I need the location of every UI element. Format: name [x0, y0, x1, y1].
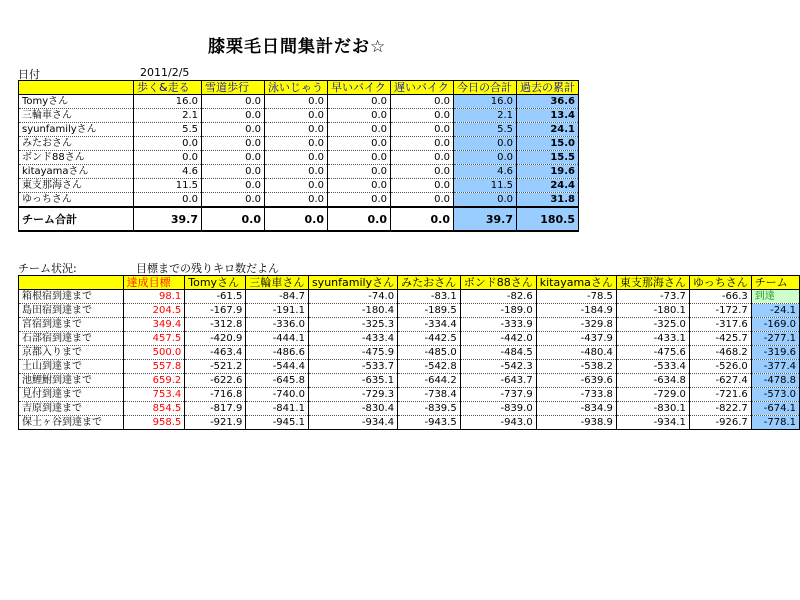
remaining-cell: -938.9 [536, 416, 616, 430]
value-cell: 0.0 [391, 109, 454, 123]
value-cell: 0.0 [265, 109, 328, 123]
remaining-cell: -639.6 [536, 374, 616, 388]
value-cell: 0.0 [202, 179, 265, 193]
remaining-cell: -442.0 [460, 332, 536, 346]
remaining-cell: -521.2 [185, 360, 246, 374]
value-cell: 0.0 [328, 151, 391, 165]
remaining-cell: -329.8 [536, 318, 616, 332]
team-remaining: -377.4 [751, 360, 799, 374]
team-total-label: チーム合計 [19, 207, 134, 231]
checkpoint-name: 宮宿到達まで [19, 318, 124, 332]
remaining-cell: -627.4 [689, 374, 751, 388]
table-row [19, 402, 800, 416]
table-row [19, 123, 579, 137]
value-cell: 0.0 [391, 179, 454, 193]
remaining-cell: -425.7 [689, 332, 751, 346]
value-cell: 0.0 [328, 95, 391, 109]
table-row [19, 332, 800, 346]
checkpoint-name: 京都入りまで [19, 346, 124, 360]
remaining-cell: -643.7 [460, 374, 536, 388]
value-cell: 0.0 [265, 151, 328, 165]
target-distance: 98.1 [123, 290, 185, 304]
checkpoint-name: 石部宿到達まで [19, 332, 124, 346]
value-cell: 0.0 [328, 165, 391, 179]
value-cell: 19.6 [517, 165, 579, 179]
value-cell: 0.0 [391, 165, 454, 179]
header-cell: 雪道歩行 [202, 81, 265, 95]
team-remaining: 到達 [751, 290, 799, 304]
value-cell: 0.0 [328, 109, 391, 123]
team-remaining: -778.1 [751, 416, 799, 430]
remaining-cell: -73.7 [616, 290, 689, 304]
value-cell: 2.1 [454, 109, 517, 123]
value-cell: 0.0 [202, 193, 265, 208]
header-cell: 達成目標 [123, 276, 185, 290]
team-remaining: -24.1 [751, 304, 799, 318]
header-cell [19, 81, 134, 95]
value-cell: 0.0 [265, 137, 328, 151]
member-name: Tomyさん [19, 95, 134, 109]
header-cell: 過去の累計 [517, 81, 579, 95]
remaining-cell: -84.7 [246, 290, 309, 304]
remaining-cell: -420.9 [185, 332, 246, 346]
remaining-cell: -485.0 [398, 346, 461, 360]
remaining-cell: -934.4 [308, 416, 397, 430]
remaining-cell: -475.9 [308, 346, 397, 360]
remaining-cell: -66.3 [689, 290, 751, 304]
target-distance: 349.4 [123, 318, 185, 332]
total-cell: 0.0 [391, 207, 454, 231]
checkpoint-name: 見付到達まで [19, 388, 124, 402]
total-cell: 39.7 [134, 207, 202, 231]
header-cell: ゆっちさん [689, 276, 751, 290]
value-cell: 0.0 [454, 193, 517, 208]
remaining-cell: -839.0 [460, 402, 536, 416]
checkpoint-name: 土山到達まで [19, 360, 124, 374]
remaining-cell: -180.4 [308, 304, 397, 318]
value-cell: 11.5 [454, 179, 517, 193]
header-cell: チーム [751, 276, 799, 290]
remaining-cell: -484.5 [460, 346, 536, 360]
table-header-row [19, 276, 800, 290]
remaining-cell: -325.0 [616, 318, 689, 332]
remaining-cell: -172.7 [689, 304, 751, 318]
total-cell: 39.7 [454, 207, 517, 231]
team-remaining: -478.8 [751, 374, 799, 388]
member-name: ボンド88さん [19, 151, 134, 165]
value-cell: 0.0 [202, 151, 265, 165]
team-status-label: チーム状況: [18, 262, 77, 275]
remaining-cell: -721.6 [689, 388, 751, 402]
value-cell: 0.0 [328, 179, 391, 193]
table-row [19, 388, 800, 402]
value-cell: 0.0 [202, 95, 265, 109]
table-row [19, 95, 579, 109]
value-cell: 0.0 [202, 109, 265, 123]
member-name: 三輪車さん [19, 109, 134, 123]
member-name: ゆっちさん [19, 193, 134, 208]
value-cell: 0.0 [202, 137, 265, 151]
value-cell: 0.0 [391, 137, 454, 151]
remaining-cell: -729.0 [616, 388, 689, 402]
table-row [19, 318, 800, 332]
value-cell: 16.0 [454, 95, 517, 109]
value-cell: 0.0 [391, 151, 454, 165]
team-status-sub: 目標までの残りキロ数だよん [136, 262, 279, 275]
remaining-cell: -433.4 [308, 332, 397, 346]
checkpoint-name: 池鯉鮒到達まで [19, 374, 124, 388]
table-row [19, 360, 800, 374]
value-cell: 0.0 [265, 95, 328, 109]
remaining-cell: -486.6 [246, 346, 309, 360]
value-cell: 13.4 [517, 109, 579, 123]
remaining-cell: -336.0 [246, 318, 309, 332]
remaining-cell: -921.9 [185, 416, 246, 430]
remaining-cell: -83.1 [398, 290, 461, 304]
header-cell: 三輪車さん [246, 276, 309, 290]
remaining-cell: -729.3 [308, 388, 397, 402]
remaining-cell: -542.3 [460, 360, 536, 374]
remaining-cell: -943.0 [460, 416, 536, 430]
remaining-cell: -634.8 [616, 374, 689, 388]
remaining-cell: -526.0 [689, 360, 751, 374]
remaining-cell: -830.1 [616, 402, 689, 416]
value-cell: 11.5 [134, 179, 202, 193]
target-distance: 958.5 [123, 416, 185, 430]
value-cell: 0.0 [391, 123, 454, 137]
remaining-cell: -542.8 [398, 360, 461, 374]
total-cell: 0.0 [328, 207, 391, 231]
remaining-cell: -635.1 [308, 374, 397, 388]
value-cell: 4.6 [134, 165, 202, 179]
value-cell: 0.0 [265, 165, 328, 179]
remaining-cell: -841.1 [246, 402, 309, 416]
member-name: 東支那海さん [19, 179, 134, 193]
header-cell: 今日の合計 [454, 81, 517, 95]
remaining-cell: -839.5 [398, 402, 461, 416]
remaining-cell: -822.7 [689, 402, 751, 416]
team-remaining: -573.0 [751, 388, 799, 402]
value-cell: 0.0 [202, 165, 265, 179]
remaining-cell: -167.9 [185, 304, 246, 318]
remaining-cell: -740.0 [246, 388, 309, 402]
remaining-cell: -312.8 [185, 318, 246, 332]
table-row [19, 137, 579, 151]
header-cell: 東支那海さん [616, 276, 689, 290]
header-cell: 遅いバイク [391, 81, 454, 95]
table-row [19, 109, 579, 123]
remaining-cell: -317.6 [689, 318, 751, 332]
remaining-cell: -645.8 [246, 374, 309, 388]
remaining-cell: -480.4 [536, 346, 616, 360]
header-cell [19, 276, 124, 290]
remaining-cell: -82.6 [460, 290, 536, 304]
value-cell: 0.0 [134, 137, 202, 151]
remaining-cell: -180.1 [616, 304, 689, 318]
remaining-cell: -463.4 [185, 346, 246, 360]
checkpoint-name: 島田宿到達まで [19, 304, 124, 318]
value-cell: 0.0 [454, 151, 517, 165]
value-cell: 0.0 [328, 137, 391, 151]
remaining-cell: -538.2 [536, 360, 616, 374]
value-cell: 36.6 [517, 95, 579, 109]
remaining-cell: -333.9 [460, 318, 536, 332]
team-remaining: -169.0 [751, 318, 799, 332]
remaining-cell: -78.5 [536, 290, 616, 304]
header-cell: ボンド88さん [460, 276, 536, 290]
remaining-cell: -189.5 [398, 304, 461, 318]
target-distance: 753.4 [123, 388, 185, 402]
remaining-cell: -738.4 [398, 388, 461, 402]
value-cell: 2.1 [134, 109, 202, 123]
table-header-row [19, 81, 579, 95]
header-cell: みたおさん [398, 276, 461, 290]
remaining-cell: -437.9 [536, 332, 616, 346]
remaining-cell: -475.6 [616, 346, 689, 360]
remaining-cell: -433.1 [616, 332, 689, 346]
table-row [19, 374, 800, 388]
checkpoint-name: 箱根宿到達まで [19, 290, 124, 304]
team-remaining: -674.1 [751, 402, 799, 416]
remaining-cell: -184.9 [536, 304, 616, 318]
value-cell: 0.0 [265, 123, 328, 137]
daily-table [18, 80, 579, 232]
table-row [19, 151, 579, 165]
header-cell: syunfamilyさん [308, 276, 397, 290]
header-cell: 泳いじゃう [265, 81, 328, 95]
target-distance: 500.0 [123, 346, 185, 360]
remaining-cell: -544.4 [246, 360, 309, 374]
value-cell: 15.0 [517, 137, 579, 151]
table-row [19, 193, 579, 208]
remaining-cell: -943.5 [398, 416, 461, 430]
goal-table [18, 275, 800, 430]
target-distance: 854.5 [123, 402, 185, 416]
remaining-cell: -934.1 [616, 416, 689, 430]
header-cell: 歩く&走る [134, 81, 202, 95]
value-cell: 16.0 [134, 95, 202, 109]
value-cell: 0.0 [134, 193, 202, 208]
table-row [19, 304, 800, 318]
remaining-cell: -533.7 [308, 360, 397, 374]
remaining-cell: -442.5 [398, 332, 461, 346]
value-cell: 0.0 [265, 179, 328, 193]
value-cell: 0.0 [391, 193, 454, 208]
remaining-cell: -926.7 [689, 416, 751, 430]
value-cell: 5.5 [134, 123, 202, 137]
value-cell: 0.0 [328, 123, 391, 137]
remaining-cell: -644.2 [398, 374, 461, 388]
value-cell: 0.0 [265, 193, 328, 208]
remaining-cell: -189.0 [460, 304, 536, 318]
table-row [19, 179, 579, 193]
table-row [19, 165, 579, 179]
target-distance: 659.2 [123, 374, 185, 388]
value-cell: 31.8 [517, 193, 579, 208]
date-label: 日付 [18, 68, 40, 81]
target-distance: 204.5 [123, 304, 185, 318]
remaining-cell: -830.4 [308, 402, 397, 416]
remaining-cell: -733.8 [536, 388, 616, 402]
team-remaining: -277.1 [751, 332, 799, 346]
table-row [19, 416, 800, 430]
target-distance: 457.5 [123, 332, 185, 346]
table-row [19, 290, 800, 304]
value-cell: 24.4 [517, 179, 579, 193]
header-cell: kitayamaさん [536, 276, 616, 290]
value-cell: 0.0 [134, 151, 202, 165]
value-cell: 0.0 [454, 137, 517, 151]
remaining-cell: -468.2 [689, 346, 751, 360]
value-cell: 24.1 [517, 123, 579, 137]
member-name: syunfamilyさん [19, 123, 134, 137]
remaining-cell: -945.1 [246, 416, 309, 430]
remaining-cell: -533.4 [616, 360, 689, 374]
remaining-cell: -716.8 [185, 388, 246, 402]
remaining-cell: -334.4 [398, 318, 461, 332]
checkpoint-name: 吉原到達まで [19, 402, 124, 416]
value-cell: 15.5 [517, 151, 579, 165]
remaining-cell: -444.1 [246, 332, 309, 346]
remaining-cell: -834.9 [536, 402, 616, 416]
remaining-cell: -622.6 [185, 374, 246, 388]
checkpoint-name: 保土ヶ谷到達まで [19, 416, 124, 430]
page-title: 膝栗毛日間集計だお☆ [208, 37, 387, 57]
remaining-cell: -325.3 [308, 318, 397, 332]
value-cell: 0.0 [328, 193, 391, 208]
value-cell: 4.6 [454, 165, 517, 179]
remaining-cell: -817.9 [185, 402, 246, 416]
remaining-cell: -61.5 [185, 290, 246, 304]
header-cell: Tomyさん [185, 276, 246, 290]
team-total-row [19, 207, 579, 231]
target-distance: 557.8 [123, 360, 185, 374]
total-cell: 0.0 [202, 207, 265, 231]
team-remaining: -319.6 [751, 346, 799, 360]
member-name: みたおさん [19, 137, 134, 151]
value-cell: 5.5 [454, 123, 517, 137]
total-cell: 0.0 [265, 207, 328, 231]
total-cell: 180.5 [517, 207, 579, 231]
date-value: 2011/2/5 [140, 66, 190, 79]
remaining-cell: -74.0 [308, 290, 397, 304]
member-name: kitayamaさん [19, 165, 134, 179]
table-row [19, 346, 800, 360]
value-cell: 0.0 [202, 123, 265, 137]
header-cell: 早いバイク [328, 81, 391, 95]
remaining-cell: -191.1 [246, 304, 309, 318]
value-cell: 0.0 [391, 95, 454, 109]
remaining-cell: -737.9 [460, 388, 536, 402]
